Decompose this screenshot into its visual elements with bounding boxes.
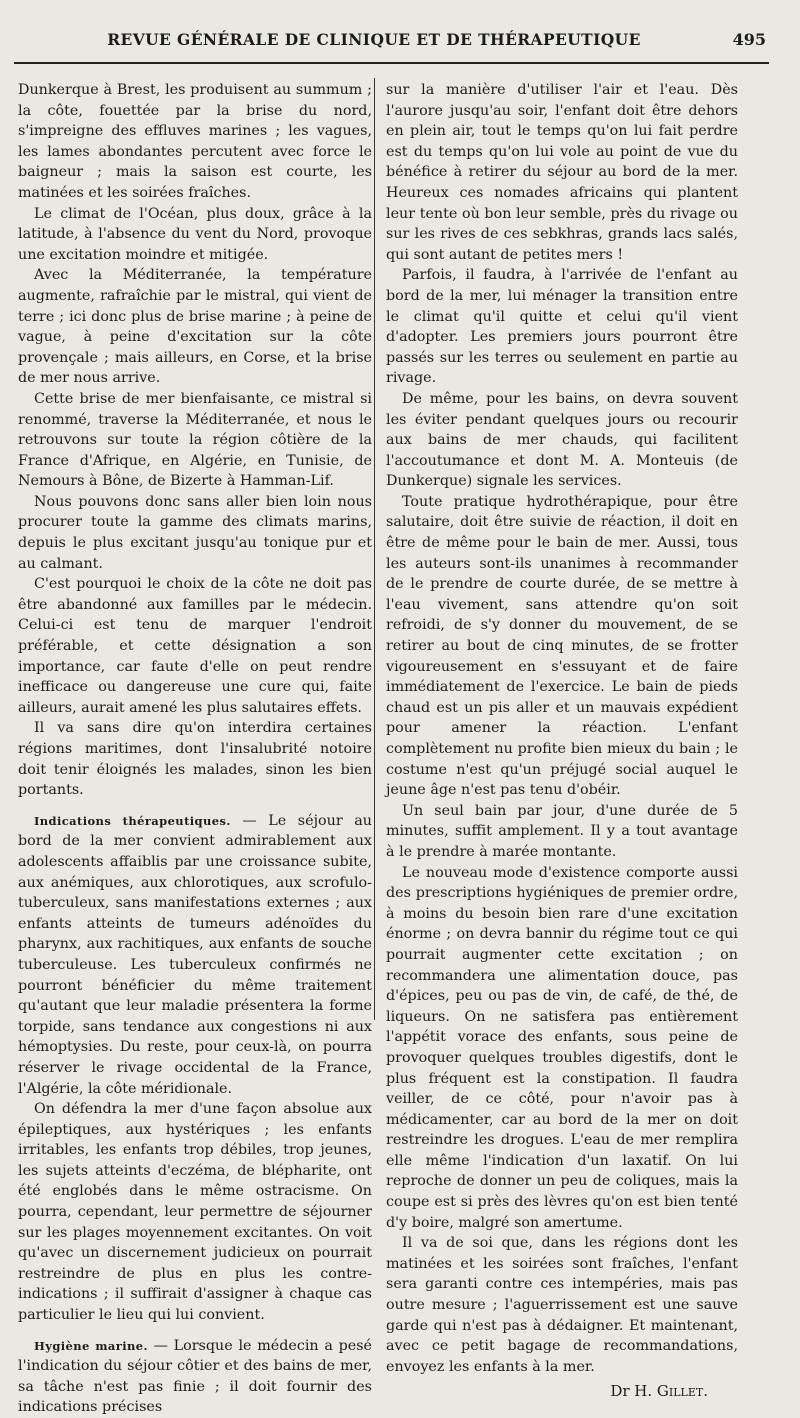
paragraph: Il va sans dire qu'on interdira certaines régions maritimes, dont l'insalubrité notoire doit tenir éloignés les malades, sinon les bien portants. — [18, 720, 372, 799]
paragraph: Un seul bain par jour, d'une durée de 5 minutes, suffit amplement. Il y a tout avantage à le prendre à marée montante. — [386, 802, 738, 860]
column-divider — [374, 78, 375, 1020]
paragraph: Cette brise de mer bienfaisante, ce mistral si renommé, traverse la Méditerranée, et nous le retrouvons sur toute la région côtière de la France d'Afrique, en Algérie, en Tunisie, de Nemours à Bône, de Bizerte à Hamman-Lif. — [18, 390, 372, 490]
paragraph: Le nouveau mode d'existence comporte aussi des prescriptions hygiéniques de premier ordre, à moins du besoin bien rare d'une excitation énorme ; on devra bannir du régime tout ce qui pourrait augmenter cette excitation ; on recommandera une alimentation douce, pas d'épices, peu ou pas de vin, de café, de thé, de liqueurs. On ne satisfera pas entièrement l'appétit vorace des enfants, sous peine de provoquer quelques troubles digestifs, dont le plus fréquent est la constipation. Il faudra veiller, de ce côté, pour n'avoir pas à médicamenter, car au bord de la mer on doit restreindre les drogues. L'eau de mer remplira elle même l'indication d'un laxatif. On lui reproche de donner un peu de coliques, mais la coupe est si près des lèvres qu'on est bien tenté d'y boire, malgré son amertume. — [386, 864, 738, 1231]
running-header — [14, 28, 774, 56]
signature-prefix: Dr H. — [610, 1382, 657, 1401]
signature-name: Gillet. — [656, 1382, 708, 1401]
section-heading: Hygiène marine. — [34, 1338, 148, 1353]
paragraph: sur la manière d'utiliser l'air et l'eau. Dès l'aurore jusqu'au soir, l'enfant doit être dehors en plein air, tout le temps qu'on lui fait perdre est du temps qu'on lui vole au point de vue du bénéfice à retirer du séjour au bord de la mer. Heureux ces nomades africains qui plantent leur tente où bon leur semble, près du rivage ou sur les rives de ces sebkhras, grands lacs salés, qui sont autant de petites mers ! — [386, 82, 738, 263]
section-text: — Le séjour au bord de la mer convient admirablement aux adolescents affaiblis par une croissance subite, aux anémiques, aux chlorotiques, aux scrofulo-tuberculeux, sans manifestations externes ; aux enfants atteints de tumeurs adénoïdes du pharynx, aux rachitiques, aux enfants de souche tuberculeuse. Les tuberculeux confirmés ne pourront bénéficier du même traitement qu'autant que leur maladie présentera la forme torpide, sans tendance aux congestions ni aux hémoptysies. Du reste, pour ceux-là, on pourra réserver le rivage occidental de la France, l'Algérie, la côte méridionale. — [18, 812, 372, 1097]
paragraph: De même, pour les bains, on devra souvent les éviter pendant quelques jours ou recourir aux bains de mer chauds, qui facilitent l'accoutumance et dont M. A. Monteuis (de Dunkerque) signale les services. — [386, 390, 738, 490]
section-heading: Indications thérapeutiques. — [34, 813, 231, 828]
section-text: — Lorsque le médecin a pesé l'indication du séjour côtier et des bains de mer, sa tâche n'est pas finie ; il doit fournir des indications précises — [18, 1337, 373, 1416]
paragraph: Le climat de l'Océan, plus doux, grâce à la latitude, à l'absence du vent du Nord, provoque une excitation moindre et mitigée. — [18, 205, 372, 263]
paragraph: Toute pratique hydrothérapique, pour être salutaire, doit être suivie de réaction, il doit en être de même pour le bain de mer. Aussi, tous les auteurs sont-ils unanimes à recommander de le prendre de courte durée, de se mettre à l'eau vivement, sans attendre qu'on soit refroidi, de s'y donner du mouvement, de se retirer au bout de cinq minutes, de se frotter vigoureusement en s'essuyant et de faire immédiatement de l'exercice. Le bain de pieds chaud est un pis aller et un mauvais expédient pour amener la réaction. L'enfant complètement nu profite bien mieux du bain ; le costume n'est qu'un préjugé social auquel le jeune âge n'est pas tenu d'obéir. — [386, 493, 738, 799]
paragraph: On défendra la mer d'une façon absolue aux épileptiques, aux hystériques ; les enfants irritables, les enfants trop débiles, trop jeunes, les sujets atteints d'eczéma, de blépharite, ont été englobés dans le même ostracisme. On pourra, cependant, leur permettre de séjourner sur les plages moyennement excitantes. On voit qu'avec un discernement judicieux on pourrait restreindre de plus en plus les contre-indications ; il suffirait d'assigner à chaque cas particulier le lieu qui lui convient. — [18, 1101, 372, 1324]
header-rule — [14, 62, 769, 64]
right-column — [386, 80, 738, 1402]
section-indications — [18, 811, 372, 1099]
left-column — [18, 80, 372, 1418]
page-number: 495 — [732, 30, 766, 49]
paragraph: C'est pourquoi le choix de la côte ne doit pas être abandonné aux familles par le médecin. Celui-ci est tenu de marquer l'endroit préférable, et cette désignation a son importance, car faute d'elle on peut rendre inefficace ou dangereuse une cure qui, faite ailleurs, aurait amené les plus salutaires effets. — [18, 576, 372, 716]
section-hygiene — [18, 1336, 372, 1418]
paragraph: Nous pouvons donc sans aller bien loin nous procurer toute la gamme des climats marins, depuis le plus excitant jusqu'au tonique pur et au calmant. — [18, 493, 372, 572]
paragraph: Dunkerque à Brest, les produisent au summum ; la côte, fouettée par la brise du nord, s'impreigne des effluves marines ; les vagues, les lames abondantes percutent avec force le baigneur ; mais la saison est courte, les matinées et les soirées fraîches. — [18, 82, 372, 201]
paragraph: Il va de soi que, dans les régions dont les matinées et les soirées sont fraîches, l'enfant sera garanti contre ces intempéries, mais pas outre mesure ; l'aguerrissement est une sauve garde qui n'est pas à dédaigner. Et maintenant, avec ce petit bagage de recommandations, envoyez les enfants à la mer. — [386, 1235, 738, 1375]
paragraph: Avec la Méditerranée, la température augmente, rafraîchie par le mistral, qui vient de terre ; ici donc plus de brise marine ; à peine de vague, à peine d'excitation sur la côte provençale ; mais ailleurs, en Corse, et la brise de mer nous arrive. — [18, 267, 372, 387]
paragraph: Parfois, il faudra, à l'arrivée de l'enfant au bord de la mer, lui ménager la transition entre le climat qu'il quitte et celui qu'il vient d'adopter. Les premiers jours pourront être passés sur les terres ou seulement en partie au rivage. — [386, 267, 738, 387]
author-signature — [386, 1381, 738, 1402]
journal-title: REVUE GÉNÉRALE DE CLINIQUE ET DE THÉRAPEUTIQUE — [107, 30, 641, 49]
